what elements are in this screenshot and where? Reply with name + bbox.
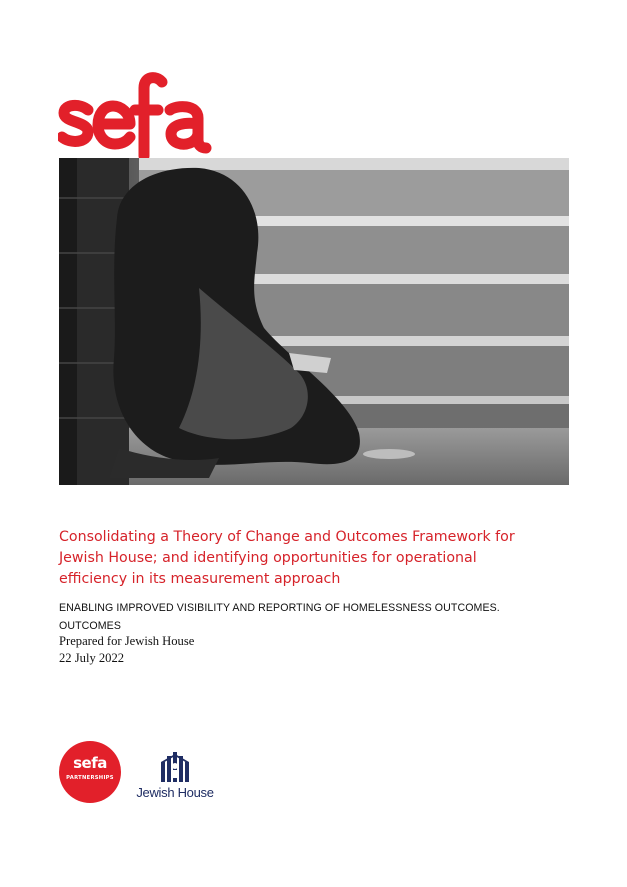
document-date: 22 July 2022 (59, 651, 125, 665)
sefa-logo (58, 66, 216, 162)
jewish-house-icon (159, 752, 191, 784)
sefa-partnerships-logo (59, 741, 121, 803)
jewish-house-logo (133, 752, 217, 808)
document-title: Consolidating a Theory of Change and Outcomes Framework for Jewish House; and identifying opportunities for operational efficiency in its measurement approach (59, 529, 515, 587)
document-subtitle: ENABLING IMPROVED VISIBILITY AND REPORTING OF HOMELESSNESS OUTCOMES. OUTCOMES (59, 602, 500, 632)
sefa-logo-word: sefa (73, 754, 107, 772)
sefa-logo-tagline: PARTNERSHIPS (66, 775, 114, 781)
cover-photo (59, 158, 569, 485)
prepared-for: Prepared for Jewish House (59, 634, 195, 648)
jewish-house-name: Jewish House (136, 785, 214, 800)
